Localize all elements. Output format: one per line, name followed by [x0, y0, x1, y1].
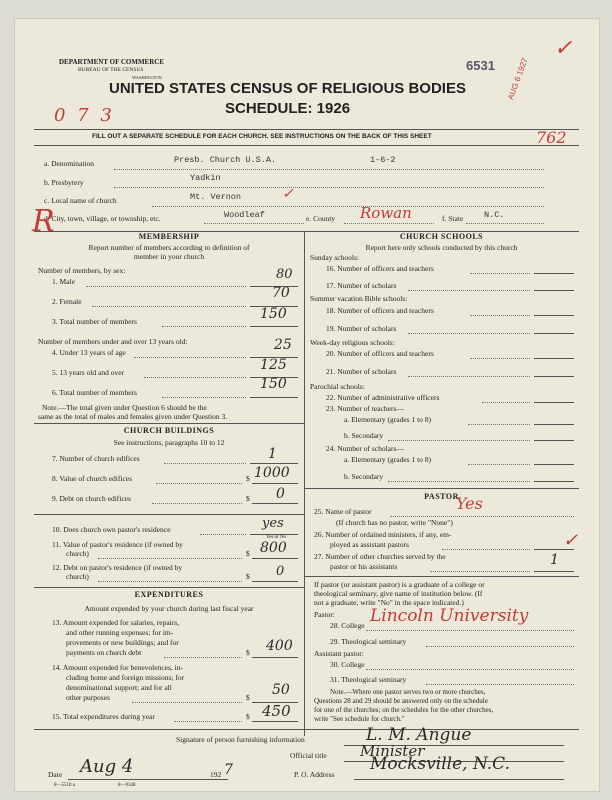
- q14-dollar: $: [246, 693, 250, 702]
- form-code-2: 8—9348: [118, 783, 136, 788]
- q11-label-a: 11. Value of pastor's residence (if owned by: [52, 540, 183, 549]
- q28-value: Lincoln University: [370, 606, 529, 626]
- grad-text-1: If pastor (or assistant pastor) is a graduate of a college or: [314, 580, 485, 589]
- form-code: 8—5518 a: [54, 783, 75, 788]
- q25-value: Yes: [456, 494, 483, 513]
- form-title: UNITED STATES CENSUS OF RELIGIOUS BODIES: [109, 80, 466, 97]
- expenditures-title: EXPENDITURES: [134, 590, 204, 599]
- q20-label: 20. Number of officers and teachers: [326, 349, 434, 358]
- denomination-label: a. Denomination: [44, 159, 94, 168]
- schools-title: CHURCH SCHOOLS: [399, 232, 484, 241]
- q10-label: 10. Does church own pastor's residence: [52, 525, 171, 534]
- q12-dollar: $: [246, 572, 250, 581]
- q13-label-d: payments on church debt: [66, 648, 142, 657]
- signature-label: Signature of person furnishing information: [176, 735, 305, 744]
- grad-text-3: not a graduate, write "No" in the space indicated.): [314, 598, 464, 607]
- q7-label: 7. Number of church edifices: [52, 454, 140, 463]
- q26-label-b: ployed as assistant pastors: [330, 540, 409, 549]
- denomination-code: 1-6-2: [370, 155, 396, 165]
- q28-label: 28. College: [330, 621, 365, 630]
- q21-label: 21. Number of scholars: [326, 367, 397, 376]
- q6-label: 6. Total number of members: [52, 388, 137, 397]
- buildings-subtitle: See instructions, paragraphs 10 to 12: [113, 438, 225, 447]
- pastor-note-1: Note.—Where one pastor serves two or more churches,: [330, 688, 486, 696]
- date-value: Aug 4: [80, 756, 134, 777]
- q27-label-b: pastor or his assistants: [330, 562, 398, 571]
- q14-label-a: 14. Amount expended for benevolences, in-: [52, 663, 184, 672]
- state-label: f. State: [442, 214, 464, 223]
- county-value: Rowan: [360, 204, 412, 222]
- membership-note-2: same as the total of males and females given under Question 3.: [38, 412, 228, 421]
- dept-label: DEPARTMENT OF COMMERCE: [59, 58, 165, 66]
- q9-label: 9. Debt on church edifices: [52, 494, 131, 503]
- q13-value: 400: [266, 638, 293, 654]
- q23b-label: b. Secondary: [344, 431, 384, 440]
- q14-label-d: other purposes: [66, 693, 110, 702]
- q13-label-b: and other running expenses; for im-: [66, 628, 174, 637]
- q25-label: 25. Name of pastor: [314, 507, 372, 516]
- q12-value: 0: [276, 564, 285, 579]
- q24-label: 24. Number of scholars—: [326, 444, 404, 453]
- pastor-note-4: write "See schedule for church.": [314, 715, 405, 723]
- official-title-value: Minister: [360, 742, 425, 760]
- q24a-label: a. Elementary (grades 1 to 8): [344, 455, 432, 464]
- q3-label: 3. Total number of members: [52, 317, 137, 326]
- q8-dollar: $: [246, 474, 250, 483]
- q29-label: 29. Theological seminary: [330, 637, 407, 646]
- q23-label: 23. Number of teachers—: [326, 404, 404, 413]
- q27-value: 1: [550, 552, 559, 568]
- margin-r-mark: R: [32, 204, 55, 239]
- county-label: e. County: [306, 214, 336, 223]
- city-town-value: Woodleaf: [224, 210, 265, 220]
- q15-value: 450: [262, 702, 291, 720]
- sunday-label: Sunday schools:: [310, 253, 359, 262]
- q17-label: 17. Number of scholars: [326, 281, 397, 290]
- local-name-value: Mt. Vernon: [190, 192, 242, 202]
- local-name-label: c. Local name of church: [44, 196, 117, 205]
- check-mark-3: ✓: [563, 530, 579, 551]
- asst-pastor-label: Assistant pastor:: [314, 649, 364, 658]
- q5-value: 125: [260, 357, 287, 373]
- expenditures-subtitle: Amount expended by your church during last fiscal year: [84, 604, 254, 613]
- city-label: WASHINGTON: [132, 75, 162, 80]
- q9-dollar: $: [246, 494, 250, 503]
- right-note: 762: [536, 128, 567, 147]
- bureau-label: BUREAU OF THE CENSUS: [78, 67, 144, 73]
- q27-label-a: 27. Number of other churches served by the: [314, 552, 446, 561]
- year-value: 7: [224, 762, 233, 778]
- q11-label-b: church): [66, 549, 89, 558]
- grad-text-2: theological seminary, give name of institution below. (If: [314, 589, 483, 598]
- membership-subtitle-1: Report number of members according to definition of: [88, 243, 250, 252]
- left-code: 0 7 3: [54, 105, 115, 126]
- q9-value: 0: [276, 486, 285, 502]
- q31-label: 31. Theological seminary: [330, 675, 407, 684]
- city-town-label: d. City, town, village, or township, etc.: [44, 214, 161, 223]
- membership-note-1: Note.—The total given under Question 6 should be the: [42, 403, 207, 412]
- weekday-label: Week-day religious schools:: [310, 338, 395, 347]
- official-title-label: Official title: [290, 751, 327, 760]
- q13-label-a: 13. Amount expended for salaries, repairs,: [52, 618, 180, 627]
- schools-subtitle: Report here only schools conducted by this church: [365, 243, 518, 252]
- q4-value: 25: [274, 337, 292, 353]
- date-label: Date: [48, 770, 63, 779]
- q19-label: 19. Number of scholars: [326, 324, 397, 333]
- q10-hint: Yes or No: [266, 535, 287, 540]
- pastor-note-2: Questions 28 and 29 should be answered only on the schedule: [314, 697, 488, 705]
- q23a-label: a. Elementary (grades 1 to 8): [344, 415, 432, 424]
- membership-subtitle-2: member in your church: [133, 252, 205, 261]
- pastor-label: Pastor:: [314, 610, 335, 619]
- q11-value: 800: [260, 540, 287, 556]
- q16-label: 16. Number of officers and teachers: [326, 264, 434, 273]
- q4-label: 4. Under 13 years of age: [52, 348, 126, 357]
- q15-dollar: $: [246, 712, 250, 721]
- q12-label-b: church): [66, 572, 89, 581]
- q1-value: 80: [276, 267, 293, 282]
- q14-label-b: cluding home and foreign missions; for: [66, 673, 185, 682]
- check-mark-2: ✓: [282, 186, 294, 202]
- q18-label: 18. Number of officers and teachers: [326, 306, 434, 315]
- denomination-value: Presb. Church U.S.A.: [174, 155, 277, 165]
- presbytery-label: b. Presbytery: [44, 178, 84, 187]
- q25-note: (If church has no pastor, write "None"): [336, 518, 453, 527]
- q2-value: 70: [272, 285, 290, 301]
- q8-value: 1000: [254, 465, 290, 481]
- form-number: 6531: [466, 58, 495, 73]
- parochial-label: Parochial schools:: [310, 382, 365, 391]
- age-header: Number of members under and over 13 years old:: [38, 337, 188, 346]
- q30-label: 30. College: [330, 660, 365, 669]
- q2-label: 2. Female: [52, 297, 82, 306]
- q14-label-c: denominational support; and for all: [66, 683, 172, 692]
- schedule-title: SCHEDULE: 1926: [225, 100, 351, 117]
- pastor-title: PASTOR: [424, 492, 459, 501]
- q3-value: 150: [260, 306, 287, 322]
- po-address-label: P. O. Address: [294, 770, 335, 779]
- q26-label-a: 26. Number of ordained ministers, if any, em-: [314, 530, 452, 539]
- q6-value: 150: [260, 376, 287, 392]
- q8-label: 8. Value of church edifices: [52, 474, 133, 483]
- year-label: 192: [210, 770, 222, 779]
- q12-label-a: 12. Debt on pastor's residence (if owned by: [52, 563, 183, 572]
- pastor-note-3: for one of the churches; on the schedules for the other churches,: [314, 706, 494, 714]
- signature-value: L. M. Angue: [366, 725, 472, 745]
- q22-label: 22. Number of administrative officers: [326, 393, 440, 402]
- q5-label: 5. 13 years old and over: [52, 368, 125, 377]
- q1-label: 1. Male: [52, 277, 75, 286]
- q15-label: 15. Total expenditures during year: [52, 712, 155, 721]
- buildings-title: CHURCH BUILDINGS: [123, 426, 215, 435]
- vacation-label: Summer vacation Bible schools:: [310, 294, 408, 303]
- instruction-line: FILL OUT A SEPARATE SCHEDULE FOR EACH CHURCH. SEE INSTRUCTIONS ON THE BACK OF THIS SHEET: [92, 133, 432, 140]
- q10-value: yes: [262, 516, 284, 531]
- q13-dollar: $: [246, 648, 250, 657]
- q24b-label: b. Secondary: [344, 472, 384, 481]
- q11-dollar: $: [246, 549, 250, 558]
- po-address-value: Mocksville, N.C.: [370, 754, 510, 774]
- by-sex-label: Number of members, by sex:: [38, 266, 126, 275]
- presbytery-value: Yadkin: [190, 173, 221, 183]
- q14-value: 50: [272, 682, 290, 698]
- state-value: N.C.: [484, 210, 505, 220]
- q7-value: 1: [268, 446, 277, 462]
- membership-title: MEMBERSHIP: [138, 232, 200, 241]
- q13-label-c: provements or new buildings; and for: [66, 638, 179, 647]
- received-stamp: AUG 6 1927: [506, 56, 530, 102]
- census-schedule-sheet: [14, 18, 600, 792]
- check-mark: ✓: [554, 36, 573, 61]
